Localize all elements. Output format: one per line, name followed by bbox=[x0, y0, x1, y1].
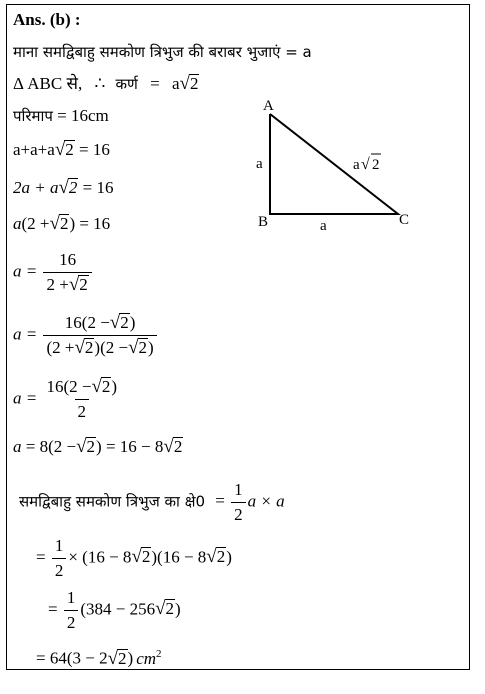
triangle-ref: Δ ABC से, bbox=[13, 74, 83, 93]
side-ab-label: a bbox=[256, 156, 263, 172]
sqrt-expression: √ 2 bbox=[58, 177, 78, 198]
equals-sign: = bbox=[150, 74, 160, 93]
vertex-c-label: C bbox=[399, 212, 410, 228]
equation-5: a = 16(2 − √ 2 ) (2 + √ 2 )(2 − √ 2 ) bbox=[13, 313, 159, 358]
given-text: माना समद्विबाहु समकोण त्रिभुज की बराबर भुजाएं = a bbox=[13, 43, 312, 61]
side-ac-label: a bbox=[353, 157, 360, 173]
area-line: समद्विबाहु समकोण त्रिभुज का क्षे0 = $\frac{1}{2}$ a × a bbox=[19, 480, 285, 524]
area-result: = 64(3 − 2 √ 2 ) $cm^2$ bbox=[36, 647, 162, 669]
fraction: $\frac{1}{2}$ bbox=[52, 536, 67, 581]
vertex-a-label: A bbox=[263, 98, 274, 114]
fraction: $\frac{1}{2}$ bbox=[231, 480, 246, 525]
equation-3: a(2 + √ 2 ) = 16 bbox=[13, 213, 111, 234]
sqrt-sign-icon: √ bbox=[361, 156, 370, 173]
fraction: 16(2 − √ 2 ) 2 bbox=[46, 376, 118, 421]
area-label: समद्विबाहु समकोण त्रिभुज का क्षे0 bbox=[19, 492, 206, 511]
vertex-b-label: B bbox=[258, 214, 269, 230]
answer-heading: Ans. (b) : bbox=[13, 10, 81, 29]
perimeter-line bbox=[13, 106, 109, 126]
side-bc-label: a bbox=[320, 218, 327, 234]
fraction: $\frac{1}{2}$ bbox=[64, 588, 79, 633]
right-triangle-diagram bbox=[250, 96, 420, 236]
hypotenuse-word: कर्ण bbox=[115, 75, 138, 93]
sqrt-expression: √ 2 bbox=[163, 436, 183, 457]
perimeter-label: परिमाप bbox=[13, 107, 53, 125]
area-step-2: = $\frac{1}{2}$ (384 − 256 √ 2 ) bbox=[48, 588, 181, 632]
equation-1: a+a+a √ 2 = 16 bbox=[13, 139, 110, 160]
therefore-symbol: ∴ bbox=[94, 74, 106, 93]
side-ac-root: 2 bbox=[372, 157, 380, 173]
equation-2: 2a + a √ 2 = 16 bbox=[13, 177, 114, 198]
perimeter-value: = 16cm bbox=[57, 106, 109, 125]
area-step-1: = $\frac{1}{2}$ × (16 − 8 √ 2 )(16 − 8 √ 2 ) bbox=[36, 536, 232, 580]
hypotenuse-line bbox=[13, 74, 199, 94]
variable-a: a bbox=[172, 74, 180, 93]
equation-4: a = 16 2 + √ 2 bbox=[13, 250, 94, 295]
sqrt-expression: √ 2 bbox=[76, 436, 96, 457]
sqrt-expression: √ 2 bbox=[179, 73, 199, 94]
equation-7: a = 8(2 − √ 2 ) = 16 − 8 √ 2 bbox=[13, 436, 183, 457]
fraction: 16(2 − √ 2 ) (2 + √ 2 )(2 − √ 2 ) bbox=[43, 313, 156, 358]
sqrt-expression: √ 2 bbox=[54, 139, 74, 160]
given-statement bbox=[13, 42, 312, 62]
equation-6: a = 16(2 − √ 2 ) 2 bbox=[13, 377, 122, 422]
sqrt-expression: √ 2 bbox=[49, 213, 69, 234]
fraction: 16 2 + √ 2 bbox=[43, 250, 91, 295]
